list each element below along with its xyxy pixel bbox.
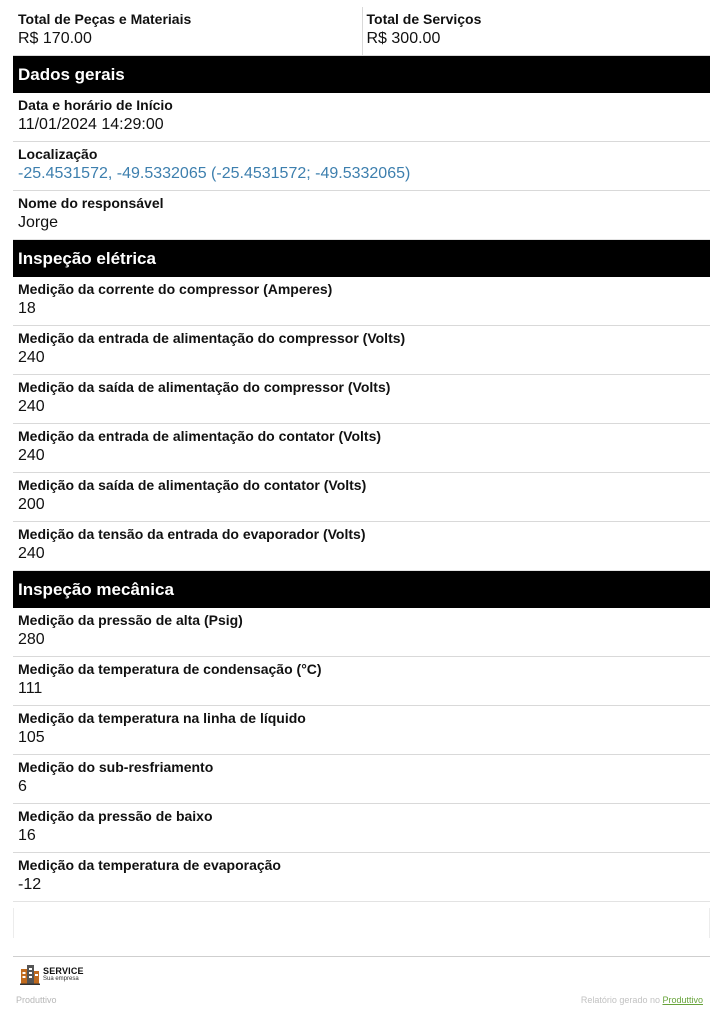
field-start-datetime (13, 93, 710, 142)
generated-text: Relatório gerado no (580, 995, 663, 1005)
field-value: 240 (18, 349, 45, 366)
field-label: Medição da entrada de alimentação do contator (Volts) (18, 428, 382, 444)
field-evaporator-input-voltage (13, 522, 710, 571)
produttivo-link[interactable]: Produttivo (662, 995, 703, 1005)
field-label: Medição da pressão de baixo (18, 808, 213, 824)
section-general (13, 93, 710, 240)
field-label: Medição do sub-resfriamento (18, 759, 214, 775)
logo-name: SERVICE (43, 965, 84, 976)
field-value: 105 (18, 729, 45, 746)
field-label: Medição da temperatura na linha de líquido (18, 710, 306, 726)
field-label: Medição da pressão de alta (Psig) (18, 612, 243, 628)
field-value: 18 (18, 300, 36, 317)
section-electrical-title: Inspeção elétrica (13, 240, 710, 277)
field-label: Medição da saída de alimentação do contator (Volts) (18, 477, 367, 493)
field-value: 240 (18, 398, 45, 415)
field-label: Medição da corrente do compressor (Amperes) (18, 281, 333, 297)
field-value: 240 (18, 545, 45, 562)
field-high-pressure (13, 608, 710, 657)
report (13, 7, 710, 902)
field-location (13, 142, 710, 191)
field-contactor-input-voltage (13, 424, 710, 473)
field-label: Data e horário de Início (18, 97, 173, 113)
field-contactor-output-voltage (13, 473, 710, 522)
section-mechanical-title: Inspeção mecânica (13, 571, 710, 608)
field-value: 240 (18, 447, 45, 464)
field-value: 6 (18, 778, 27, 795)
services-total-value: R$ 300.00 (366, 30, 441, 47)
location-link[interactable]: -25.4531572, -49.5332065 (-25.4531572; -49.5332065) (18, 165, 411, 182)
section-electrical (13, 277, 710, 571)
field-compressor-input-voltage (13, 326, 710, 375)
parts-total-value: R$ 170.00 (18, 30, 92, 47)
field-value: Jorge (18, 214, 59, 231)
logo-text (43, 966, 84, 983)
footer-divider (13, 956, 710, 957)
company-logo (20, 963, 84, 985)
field-evaporation-temperature (13, 853, 710, 902)
field-label: Medição da entrada de alimentação do compressor (Volts) (18, 330, 406, 346)
brand-name: Produttivo (16, 995, 57, 1005)
field-label: Medição da tensão da entrada do evaporador (Volts) (18, 526, 366, 542)
section-mechanical (13, 608, 710, 902)
field-low-pressure (13, 804, 710, 853)
field-label: Medição da saída de alimentação do compressor (Volts) (18, 379, 391, 395)
field-liquid-line-temperature (13, 706, 710, 755)
field-label: Medição da temperatura de condensação (°C) (18, 661, 322, 677)
field-label: Localização (18, 146, 98, 162)
field-value: 111 (18, 680, 43, 697)
field-subcooling (13, 755, 710, 804)
field-value: -12 (18, 876, 42, 893)
content-end-spacer (13, 908, 710, 938)
logo-tagline: Sua empresa (43, 975, 79, 982)
services-total-label: Total de Serviços (366, 11, 482, 27)
generated-note (581, 995, 703, 1005)
field-responsible (13, 191, 710, 240)
field-value: 11/01/2024 14:29:00 (18, 116, 164, 133)
field-value: 16 (18, 827, 36, 844)
field-value: 280 (18, 631, 45, 648)
field-label: Nome do responsável (18, 195, 164, 211)
field-compressor-output-voltage (13, 375, 710, 424)
field-value: 200 (18, 496, 45, 513)
parts-total (13, 7, 362, 55)
totals-row (13, 7, 710, 56)
parts-total-label: Total de Peças e Materiais (18, 11, 192, 27)
section-general-title: Dados gerais (13, 56, 710, 93)
services-total (362, 7, 711, 55)
field-compressor-current (13, 277, 710, 326)
field-condensation-temperature (13, 657, 710, 706)
field-label: Medição da temperatura de evaporação (18, 857, 281, 873)
building-icon (20, 963, 40, 985)
